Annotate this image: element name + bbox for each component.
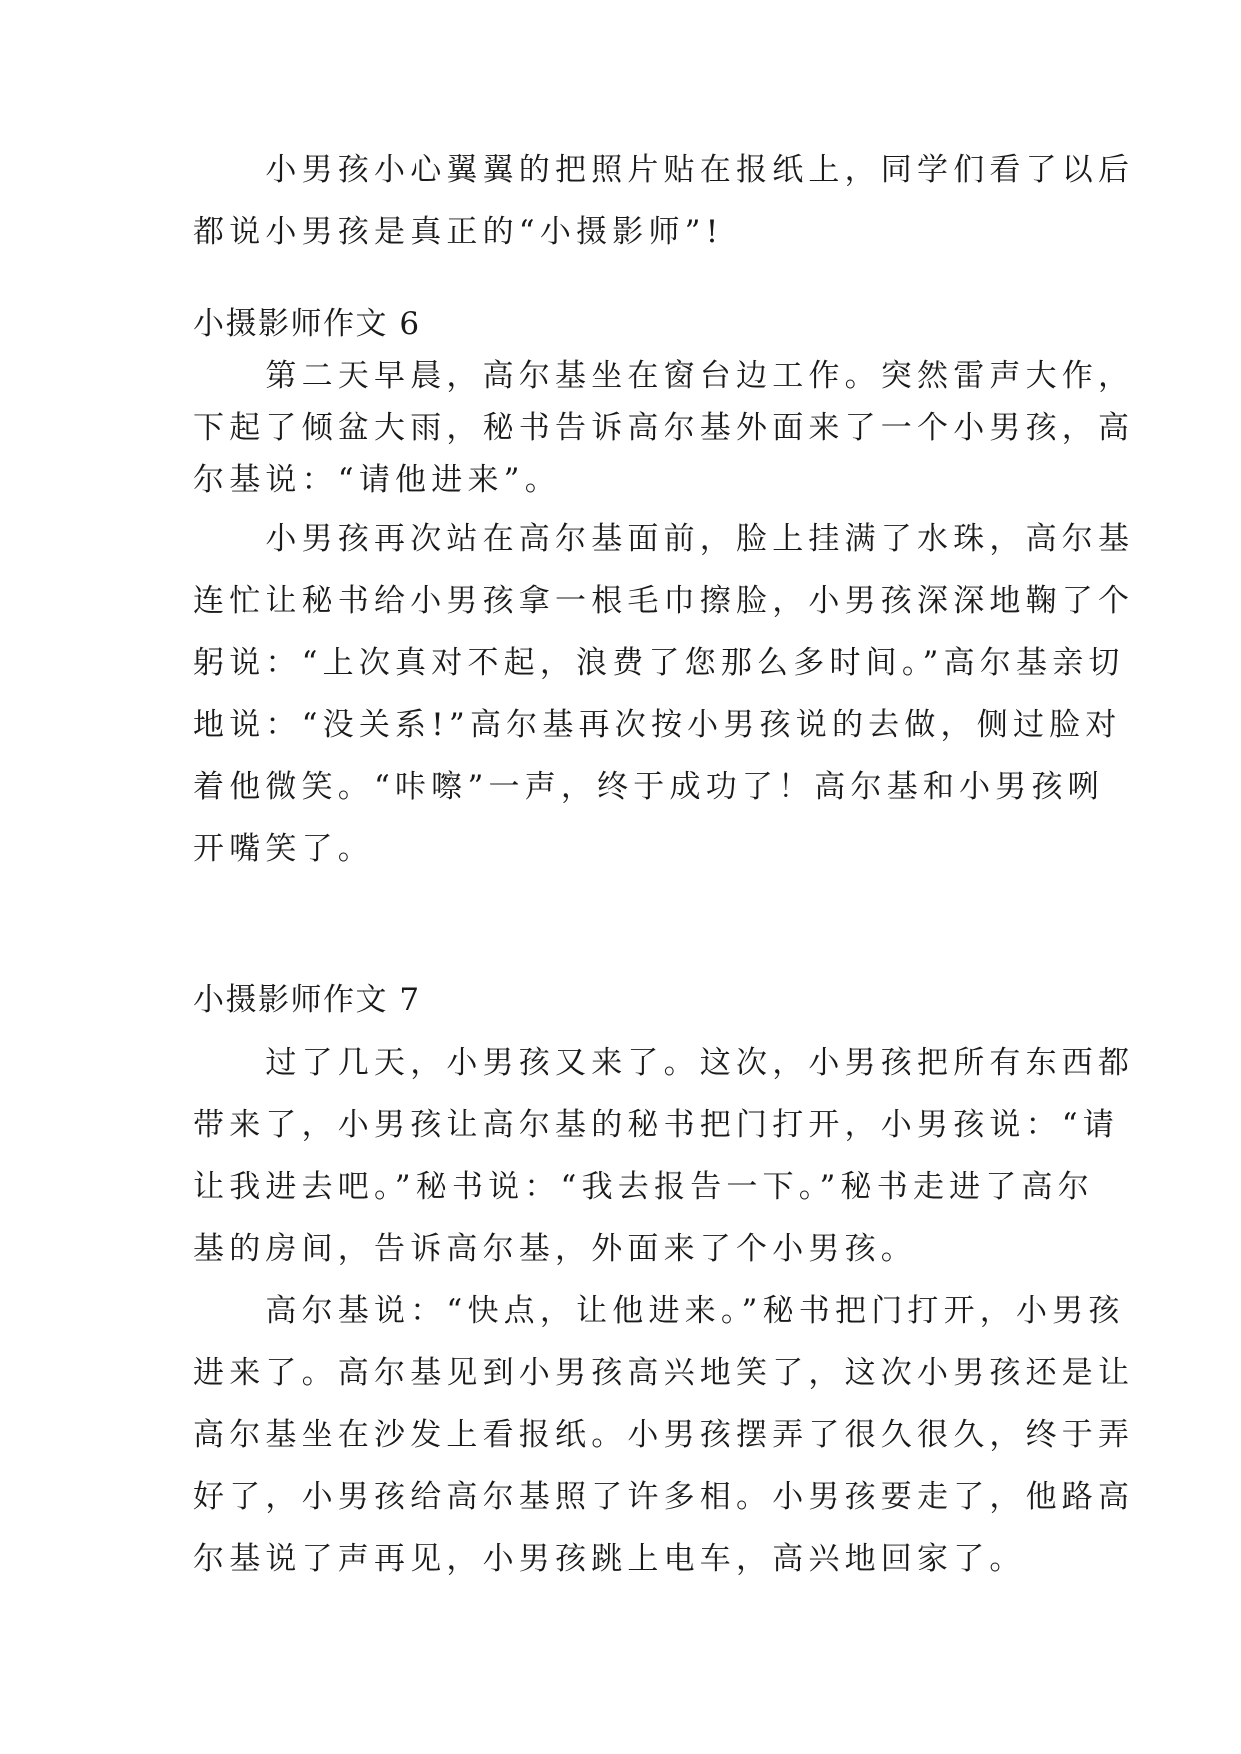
paragraph-line: 尔基说了声再见，小男孩跳上电车，高兴地回家了。: [193, 1541, 1026, 1577]
paragraph-line: 尔基说：“请他进来”。: [193, 462, 561, 498]
paragraph-line: 让我进去吧。”秘书说：“我去报告一下。”秘书走进了高尔: [193, 1169, 1094, 1205]
paragraph-line: 高尔基说：“快点，让他进来。”秘书把门打开，小男孩: [193, 1293, 1125, 1329]
paragraph-line: 第二天早晨，高尔基坐在窗台边工作。突然雷声大作，: [193, 358, 1135, 394]
paragraph-line: 进来了。高尔基见到小男孩高兴地笑了，这次小男孩还是让: [193, 1355, 1135, 1391]
paragraph-line: 躬说：“上次真对不起，浪费了您那么多时间。”高尔基亲切: [193, 645, 1125, 681]
paragraph-line: 都说小男孩是真正的“小摄影师”!: [193, 214, 724, 250]
section-heading-7: 小摄影师作文 7: [193, 982, 421, 1018]
paragraph-line: 下起了倾盆大雨，秘书告诉高尔基外面来了一个小男孩，高: [193, 410, 1135, 446]
paragraph-line: 地说：“没关系!”高尔基再次按小男孩说的去做，侧过脸对: [193, 707, 1122, 743]
paragraph-line: 好了，小男孩给高尔基照了许多相。小男孩要走了，他路高: [193, 1479, 1135, 1515]
paragraph-line: 开嘴笑了。: [193, 831, 374, 867]
section-heading-6: 小摄影师作文 6: [193, 306, 421, 342]
paragraph-line: 高尔基坐在沙发上看报纸。小男孩摆弄了很久很久，终于弄: [193, 1417, 1135, 1453]
paragraph-line: 小男孩小心翼翼的把照片贴在报纸上，同学们看了以后: [193, 152, 1135, 188]
paragraph-line: 着他微笑。“咔嚓”一声，终于成功了！高尔基和小男孩咧: [193, 769, 1104, 805]
paragraph-line: 过了几天，小男孩又来了。这次，小男孩把所有东西都: [193, 1045, 1135, 1081]
paragraph-line: 带来了，小男孩让高尔基的秘书把门打开，小男孩说：“请: [193, 1107, 1120, 1143]
paragraph-line: 连忙让秘书给小男孩拿一根毛巾擦脸，小男孩深深地鞠了个: [193, 583, 1135, 619]
paragraph-line: 小男孩再次站在高尔基面前，脸上挂满了水珠，高尔基: [193, 521, 1135, 557]
paragraph-line: 基的房间，告诉高尔基，外面来了个小男孩。: [193, 1231, 917, 1267]
